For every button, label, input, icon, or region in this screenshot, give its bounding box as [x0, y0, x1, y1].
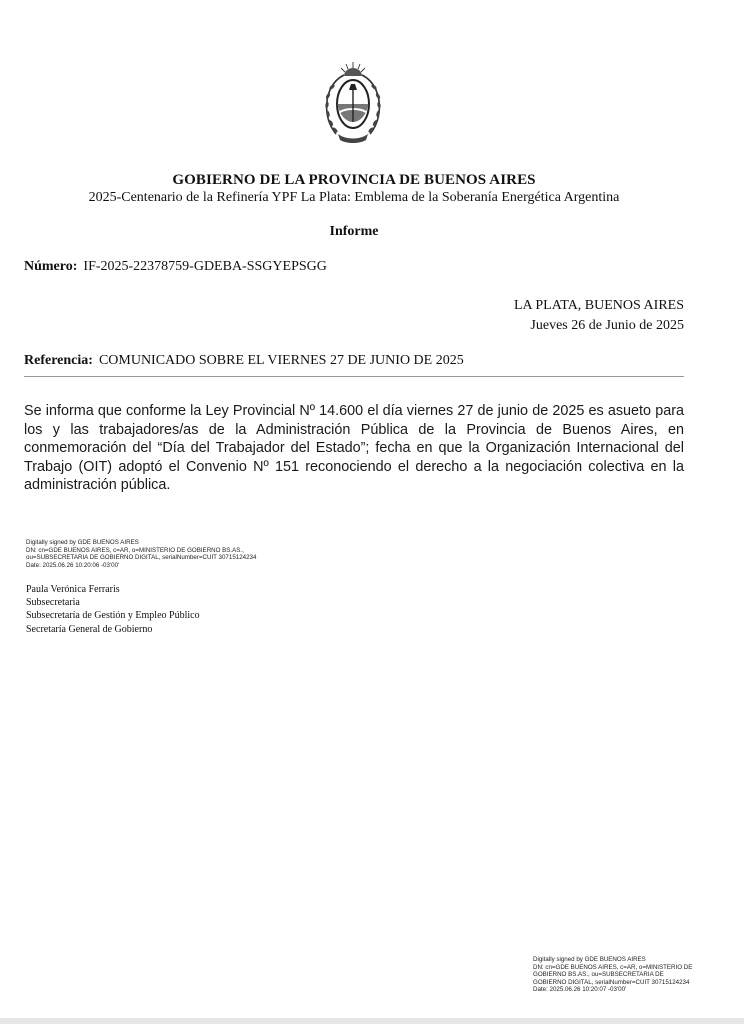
- reference-value: COMUNICADO SOBRE EL VIERNES 27 DE JUNIO DE 2025: [98, 353, 464, 368]
- document-number: [24, 259, 327, 275]
- signature-line: Date: 2025.06.26 10:20:06 -03'00': [26, 561, 120, 569]
- body-paragraph: Se informa que conforme la Ley Provincial Nº 14.600 el día viernes 27 de junio de 2025 es asueto para los y las trabajadores/as de la Administración Pública de la Provincia de Buenos Aires, en conmemoración del “Día del Trabajador del Estado”; fecha en que la Organización Internacional del Trabajo (OIT) adoptó el Convenio Nº 151 reconociendo el derecho a la negociación colectiva en la administración pública.: [24, 403, 684, 493]
- signature-line: Digitally signed by GDE BUENOS AIRES: [533, 956, 646, 963]
- number-label: Número:: [24, 259, 78, 274]
- divider: [24, 376, 684, 377]
- issue-place: LA PLATA, BUENOS AIRES: [513, 298, 684, 313]
- footer-signature-stamp: [533, 956, 733, 994]
- government-title: GOBIERNO DE LA PROVINCIA DE BUENOS AIRES: [172, 172, 536, 188]
- signature-line: Date: 2025.06.26 10:20:07 -03'00': [533, 986, 627, 994]
- signer-department: Secretaría General de Gobierno: [26, 623, 153, 635]
- signer-office: Subsecretaría de Gestión y Empleo Público: [26, 610, 200, 622]
- official-motto: 2025-Centenario de la Refinería YPF La Plata: Emblema de la Soberanía Energética Argentina: [88, 190, 620, 205]
- signature-line: DN: cn=GDE BUENOS AIRES, c=AR, o=MINISTERIO DE: [533, 963, 693, 971]
- signer-title: Subsecretaria: [26, 597, 80, 609]
- signature-line: GOBIERNO BS.AS., ou=SUBSECRETARIA DE: [533, 971, 664, 979]
- argentina-coat-of-arms-icon: [322, 60, 384, 144]
- signature-line: ou=SUBSECRETARIA DE GOBIERNO DIGITAL, serialNumber=CUIT 30715124234: [26, 554, 257, 562]
- issue-date: Jueves 26 de Junio de 2025: [530, 318, 684, 333]
- digital-signature-stamp: [26, 539, 316, 569]
- signature-line: Digitally signed by GDE BUENOS AIRES: [26, 539, 139, 546]
- signature-line: DN: cn=GDE BUENOS AIRES, c=AR, o=MINISTERIO DE GOBIERNO BS.AS.,: [26, 546, 244, 554]
- number-value: IF-2025-22378759-GDEBA-SSGYEPSGG: [83, 259, 327, 274]
- reference: [24, 353, 464, 369]
- signer-block: [26, 583, 200, 636]
- document-type: Informe: [329, 224, 379, 239]
- reference-label: Referencia:: [24, 353, 93, 368]
- page-bottom-edge: [0, 1018, 744, 1024]
- signature-line: GOBIERNO DIGITAL, serialNumber=CUIT 30715124234: [533, 978, 690, 986]
- signer-name: Paula Verónica Ferraris: [26, 584, 120, 595]
